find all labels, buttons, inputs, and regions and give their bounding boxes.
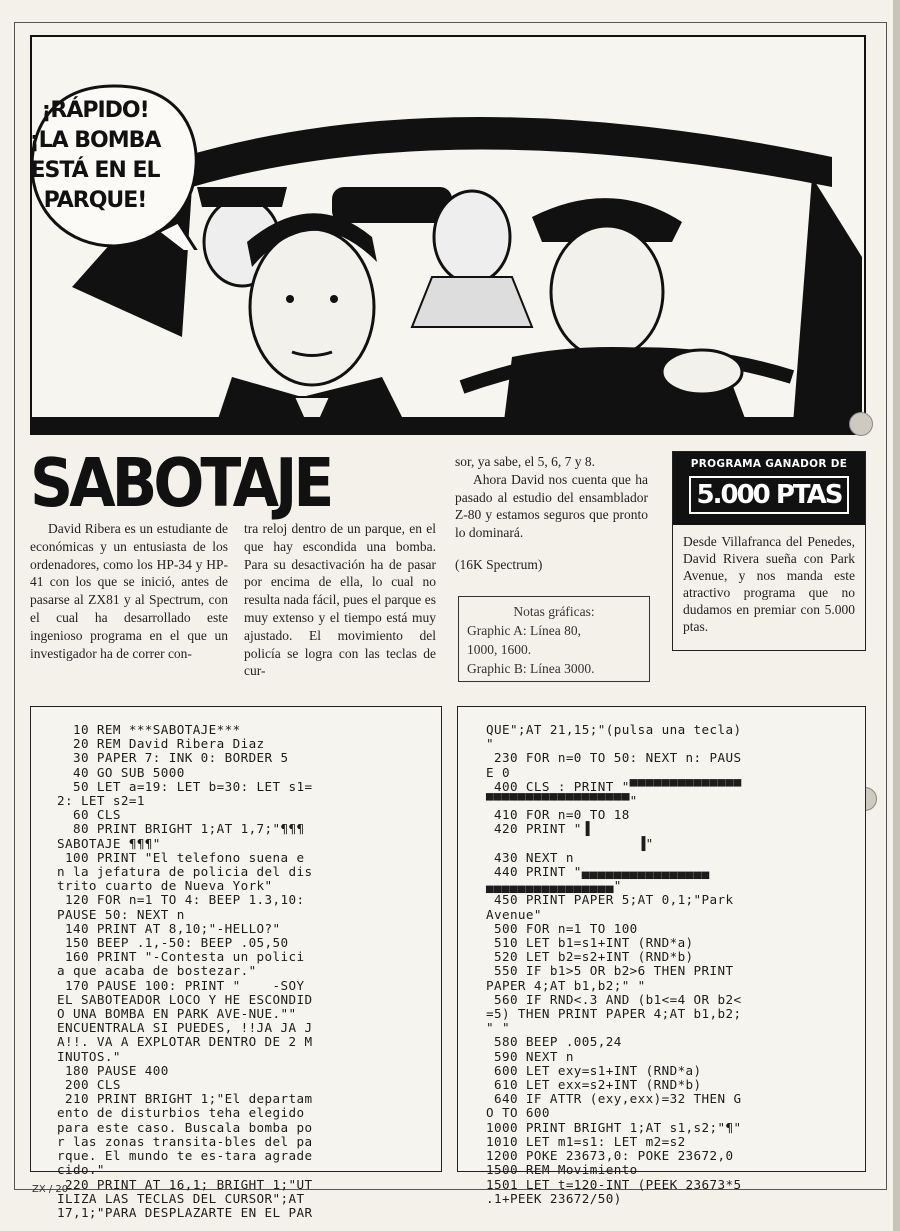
article-paragraph: sor, ya sabe, el 5, 6, 7 y 8. bbox=[455, 454, 596, 469]
comic-illustration bbox=[30, 35, 866, 435]
staple-hole bbox=[849, 412, 873, 436]
bubble-line: ¡LA BOMBA bbox=[29, 128, 161, 153]
prize-label: PROGRAMA GANADOR DE bbox=[690, 458, 848, 470]
notes-title: Notas gráficas: bbox=[513, 604, 595, 619]
speech-bubble-text bbox=[20, 96, 170, 216]
article-column-2: tra reloj dentro de un parque, en el que hay escondida una bomba. Para su desactivación ha de pasar por encima de ella, lo cual no resulta nada fácil, pues el parque es muy extenso y el tiempo está muy ajustado. El movimiento del policía se logra con las teclas de cur- bbox=[244, 521, 436, 679]
prize-box bbox=[672, 451, 866, 651]
prize-description: Desde Villafranca del Penedes, David Rivera sueña con Park Avenue, y nos manda este atractivo programa que no dudamos en premiar con 5.000 ptas. bbox=[683, 534, 855, 634]
machine-spec: (16K Spectrum) bbox=[455, 556, 543, 572]
bubble-line: PARQUE! bbox=[43, 188, 147, 213]
code-listing: 10 REM ***SABOTAJE*** 20 REM David Ribera Diaz 30 PAPER 7: INK 0: BORDER 5 40 GO SUB 5000 50 LET a=19: LET b=30: LET s1= 2: LET s2=1 60 CLS 80 PRINT BRIGHT 1;AT 1,7;"¶¶¶ SABOTAJE ¶¶¶" 100 PRINT "El telefono suena e n la jefatura de policia del dis trito cuarto de Nueva York" 120 FOR n=1 TO 4: BEEP 1.3,10: PAUSE 50: NEXT n 140 PRINT AT 8,10;"-HELLO?" 150 BEEP .1,-50: BEEP .05,50 160 PRINT "-Contesta un polici a que acaba de bostezar." 170 PAUSE 100: PRINT " -SOY EL SABOTEADOR LOCO Y HE ESCONDID O UNA BOMBA EN PARK AVE-NUE."" ENCUENTRALA SI PUEDES, !!JA JA J A!!. VA A EXPLOTAR DENTRO DE 2 M INUTOS." 180 PAUSE 400 200 CLS 210 PRINT BRIGHT 1;"El departam ento de disturbios teha elegido para este caso. Buscala bomba po r las zonas transita-bles del pa rque. El mundo te es-tara agrade cido." 220 PRINT AT 16,1; BRIGHT 1;"UT ILIZA LAS TECLAS DEL CURSOR";AT 17,1;"PARA DESPLAZARTE EN EL PAR bbox=[57, 722, 313, 1220]
notes-line: Graphic A: Línea 80, bbox=[467, 623, 581, 638]
code-listing: QUE";AT 21,15;"(pulsa una tecla) " 230 FOR n=0 TO 50: NEXT n: PAUS E 0 400 CLS : PRINT "▀▀▀▀▀▀▀▀▀▀▀▀▀▀ ▀▀▀▀▀▀▀▀▀▀▀▀▀▀▀▀▀▀" 410 FOR n=0 TO 18 420 PRINT "▐ ▐" 430 NEXT n 440 PRINT "▄▄▄▄▄▄▄▄▄▄▄▄▄▄▄▄ ▄▄▄▄▄▄▄▄▄▄▄▄▄▄▄▄" 450 PRINT PAPER 5;AT 0,1;"Park Avenue" 500 FOR n=1 TO 100 510 LET b1=s1+INT (RND*a) 520 LET b2=s2+INT (RND*b) 550 IF b1>5 OR b2>6 THEN PRINT PAPER 4;AT b1,b2;" " 560 IF RND<.3 AND (b1<=4 OR b2< =5) THEN PRINT PAPER 4;AT b1,b2; " " 580 BEEP .005,24 590 NEXT n 600 LET exy=s1+INT (RND*a) 610 LET exx=s2+INT (RND*b) 640 IF ATTR (exy,exx)=32 THEN G O TO 600 1000 PRINT BRIGHT 1;AT s1,s2;"¶" 1010 LET m1=s1: LET m2=s2 1200 POKE 23673,0: POKE 23672,0 1500 REM Movimiento 1501 LET t=120-INT (PEEK 23673*5 .1+PEEK 23672/50) bbox=[486, 722, 742, 1206]
graphics-notes-box bbox=[458, 596, 650, 682]
prize-header bbox=[673, 452, 865, 525]
program-listing-right bbox=[457, 706, 866, 1206]
notes-line: 1000, 1600. bbox=[467, 642, 532, 657]
article-column-1: David Ribera es un estudiante de económicas y un entusiasta de los ordenadores, como los HP-34 y HP-41 con los que se inició, antes de pasarse al ZX81 y al Spectrum, con el cual ha desarrollado este ingenioso programa en el que un investigador ha de correr con- bbox=[30, 521, 228, 661]
article-title: SABOTAJE bbox=[30, 444, 331, 524]
bubble-line: ESTÁ EN EL bbox=[30, 158, 160, 183]
page-edge bbox=[893, 0, 900, 1231]
notes-line: Graphic B: Línea 3000. bbox=[467, 661, 595, 676]
page-number: ZX / 20 bbox=[32, 1184, 69, 1195]
prize-amount: 5.000 PTAS bbox=[689, 476, 850, 514]
bubble-line: ¡RÁPIDO! bbox=[41, 98, 149, 123]
article-column-3 bbox=[455, 453, 648, 574]
article-paragraph: Ahora David nos cuenta que ha pasado al estudio del ensamblador Z-80 y estamos seguros que pronto lo dominará. bbox=[455, 471, 648, 541]
